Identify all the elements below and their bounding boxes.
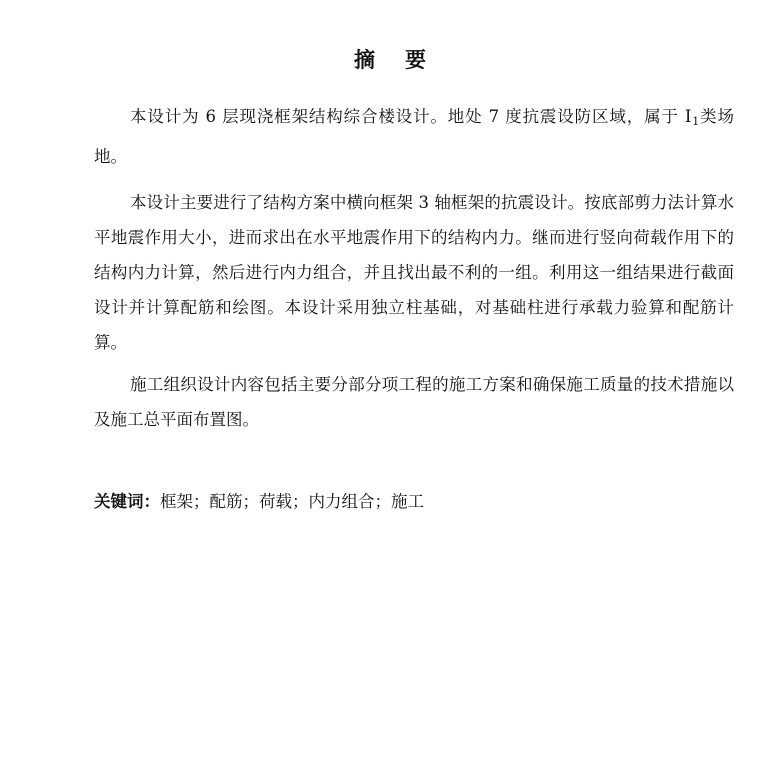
- keywords-line: [94, 484, 424, 519]
- page-title: [0, 44, 780, 74]
- site-class-subscript: 1: [692, 115, 700, 128]
- abstract-paragraph-2: 本设计主要进行了结构方案中横向框架 3 轴框架的抗震设计。按底部剪力法计算水平地震作用大小，进而求出在水平地震作用下的结构内力。继而进行竖向荷载作用下的结构内力计算，然后进行内力组合，并且找出最不利的一组。利用这一组结果进行截面设计并计算配筋和绘图。本设计采用独立柱基础，对基础柱进行承载力验算和配筋计算。: [94, 193, 734, 352]
- keywords-label: 关键词：: [94, 492, 160, 511]
- abstract-paragraph-1-tail: 类场地。: [94, 107, 734, 166]
- abstract-paragraph-3: 施工组织设计内容包括主要分部分项工程的施工方案和确保施工质量的技术措施以及施工总平面布置图。: [94, 375, 734, 429]
- title-char-1: 摘: [354, 48, 375, 72]
- title-char-2: 要: [405, 48, 426, 72]
- abstract-paragraph-1-text: 本设计为 6 层现浇框架结构综合楼设计。地处 7 度抗震设防区域，属于 Ⅰ: [130, 107, 693, 126]
- abstract-paragraph-1: [94, 99, 734, 174]
- keywords-values: 框架；配筋；荷载；内力组合；施工: [160, 492, 424, 511]
